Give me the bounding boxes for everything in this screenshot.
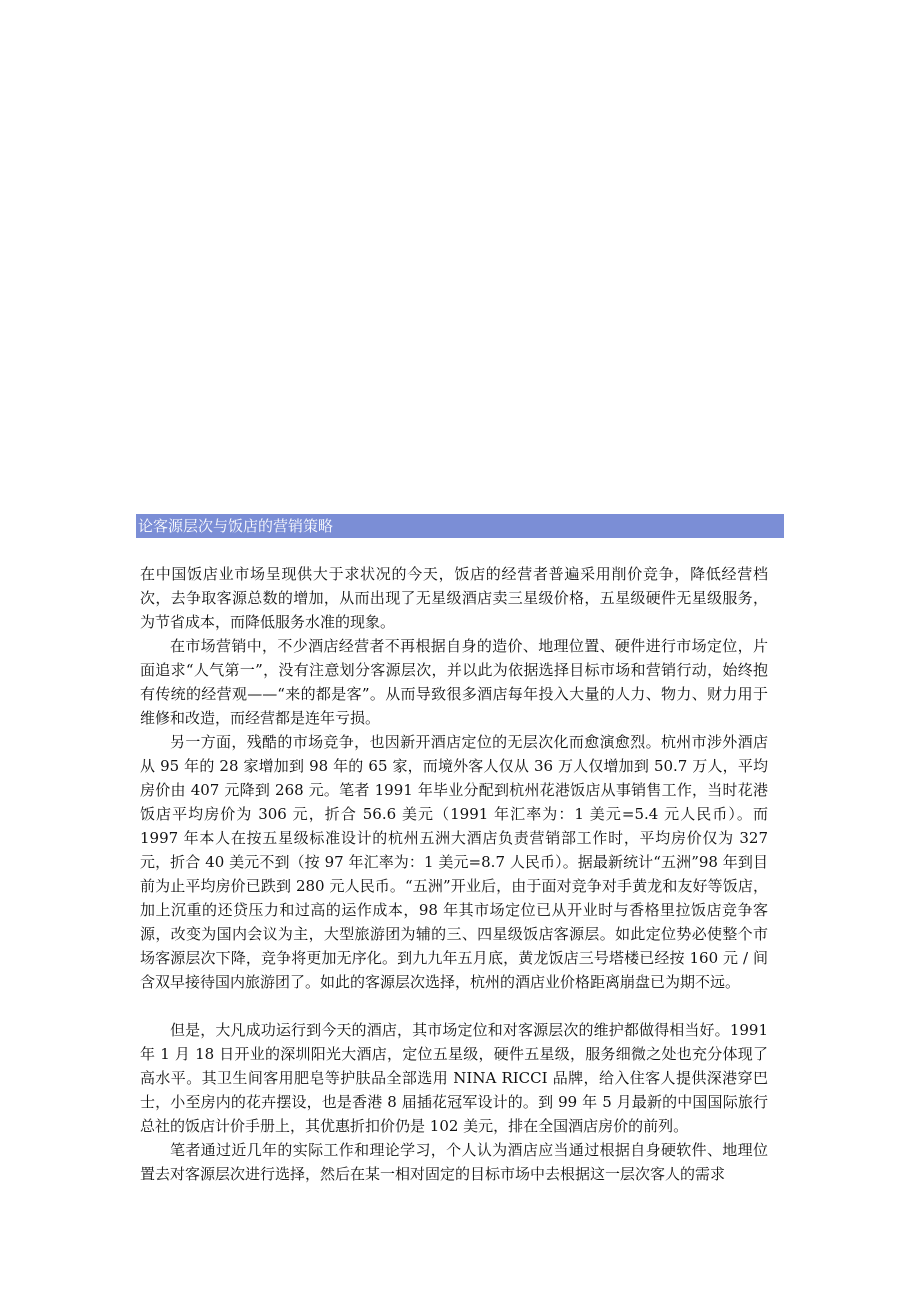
paragraph-3: 另一方面，残酷的市场竞争，也因新开酒店定位的无层次化而愈演愈烈。杭州市涉外酒店从 95 年的 28 家增加到 98 年的 65 家，而境外客人仅从 36 万人仅增加到 50.7 万人，平均房价由 407 元降到 268 元。笔者 1991 年毕业分配到杭州花港饭店从事销售工作，当时花港饭店平均房价为 306 元，折合 56.6 美元（1991 年汇率为：1 美元=5.4 元人民币）。而 1997 年本人在按五星级标准设计的杭州五洲大酒店负责营销部工作时，平均房价仅为 327 元，折合 40 美元不到（按 97 年汇率为：1 美元=8.7 人民币）。据最新统计“五洲”98 年到目前为止平均房价已跌到 280 元人民币。“五洲”开业后，由于面对竞争对手黄龙和友好等饭店，加上沉重的还贷压力和过高的运作成本，98 年其市场定位已从开业时与香格里拉饭店竞争客源，改变为国内会议为主，大型旅游团为辅的三、四星级饭店客源层。如此定位势必使整个市场客源层次下降，竞争将更加无序化。到九九年五月底，黄龙饭店三号塔楼已经按 160 元 / 间含双早接待国内旅游团了。如此的客源层次选择，杭州的酒店业价格距离崩盘已为期不远。 xyxy=(140,733,768,991)
paragraph-2: 在市场营销中，不少酒店经营者不再根据自身的造价、地理位置、硬件进行市场定位，片面追求“人气第一”，没有注意划分客源层次，并以此为依据选择目标市场和营销行动，始终抱有传统的经营观——“来的都是客”。从而导致很多酒店每年投入大量的人力、物力、财力用于维修和改造，而经营都是连年亏损。 xyxy=(140,637,768,727)
article-title: 论客源层次与饭店的营销策略 xyxy=(136,514,784,538)
paragraph-4: 但是，大凡成功运行到今天的酒店，其市场定位和对客源层次的维护都做得相当好。1991 年 1 月 18 日开业的深圳阳光大酒店，定位五星级，硬件五星级，服务细微之处也充分体现了高水平。其卫生间客用肥皂等护肤品全部选用 NINA RICCI 品牌，给入住客人提供深港穿巴士，小至房内的花卉摆设，也是香港 8 届插花冠军设计的。到 99 年 5 月最新的中国国际旅行总社的饭店计价手册上，其优惠折扣价仍是 102 美元，排在全国酒店房价的前列。 xyxy=(140,1021,768,1135)
paragraph-1: 在中国饭店业市场呈现供大于求状况的今天，饭店的经营者普遍采用削价竞争，降低经营档次，去争取客源总数的增加，从而出现了无星级酒店卖三星级价格，五星级硬件无星级服务，为节省成本，而降低服务水准的现象。 xyxy=(140,565,768,631)
article-body xyxy=(140,562,768,1186)
paragraph-5: 笔者通过近几年的实际工作和理论学习，个人认为酒店应当通过根据自身硬软件、地理位置去对客源层次进行选择，然后在某一相对固定的目标市场中去根据这一层次客人的需求 xyxy=(140,1141,768,1183)
